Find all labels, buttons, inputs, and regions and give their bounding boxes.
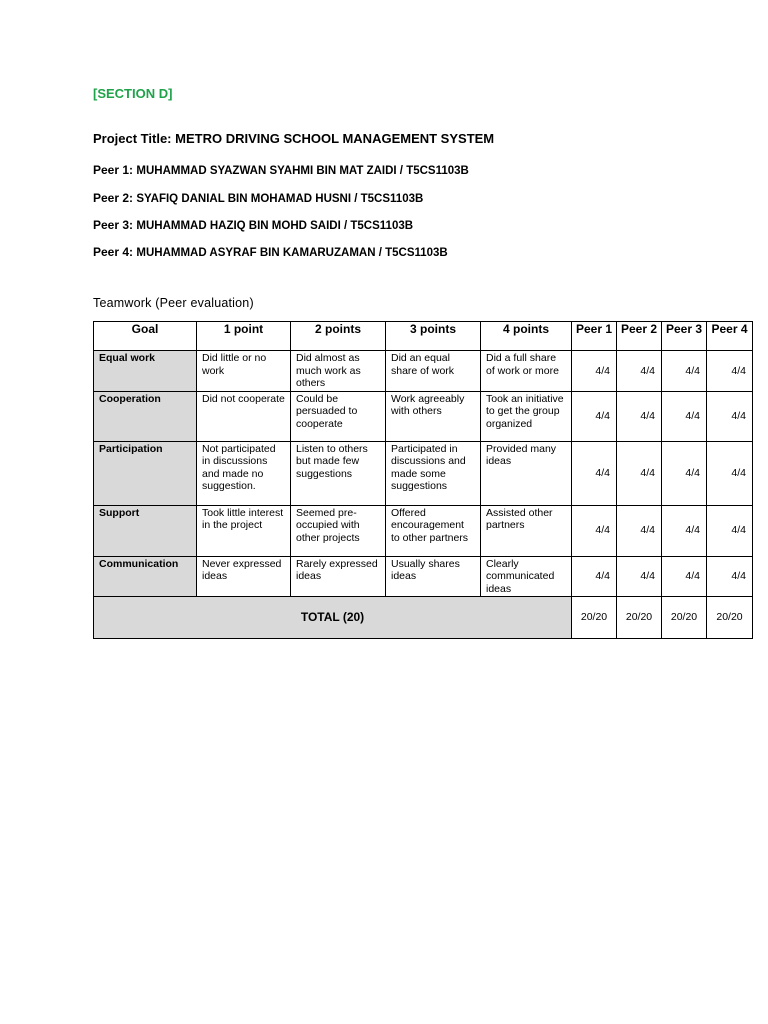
total-score-cell: 20/20 bbox=[572, 597, 617, 639]
section-label: [SECTION D] bbox=[93, 86, 173, 101]
project-title-label: Project Title: bbox=[93, 131, 172, 146]
peer-4-value: MUHAMMAD ASYRAF BIN KAMARUZAMAN / T5CS1103B bbox=[136, 247, 448, 259]
score-cell: 4/4 bbox=[662, 505, 707, 556]
goal-cell: Equal work bbox=[94, 351, 197, 392]
score-cell: 4/4 bbox=[572, 556, 617, 597]
header-3-points: 3 points bbox=[386, 322, 481, 351]
criteria-cell: Work agreeably with others bbox=[386, 391, 481, 441]
goal-cell: Communication bbox=[94, 556, 197, 597]
criteria-cell: Assisted other partners bbox=[481, 505, 572, 556]
table-row bbox=[94, 351, 753, 392]
peer-2-value: SYAFIQ DANIAL BIN MOHAMAD HUSNI / T5CS1103B bbox=[136, 193, 424, 205]
criteria-cell: Did a full share of work or more bbox=[481, 351, 572, 392]
table-header-row bbox=[94, 322, 753, 351]
total-score-cell: 20/20 bbox=[617, 597, 662, 639]
criteria-cell: Did an equal share of work bbox=[386, 351, 481, 392]
peer-1-label: Peer 1: bbox=[93, 163, 134, 177]
goal-cell: Cooperation bbox=[94, 391, 197, 441]
table-row bbox=[94, 556, 753, 597]
criteria-cell: Could be persuaded to cooperate bbox=[291, 391, 386, 441]
total-score-cell: 20/20 bbox=[707, 597, 753, 639]
score-cell: 4/4 bbox=[707, 556, 753, 597]
score-cell: 4/4 bbox=[617, 441, 662, 505]
criteria-cell: Seemed pre-occupied with other projects bbox=[291, 505, 386, 556]
project-title-value: METRO DRIVING SCHOOL MANAGEMENT SYSTEM bbox=[175, 131, 495, 146]
table-row bbox=[94, 505, 753, 556]
teamwork-caption: Teamwork (Peer evaluation) bbox=[93, 296, 254, 310]
peer-3-label: Peer 3: bbox=[93, 218, 134, 232]
score-cell: 4/4 bbox=[662, 351, 707, 392]
criteria-cell: Listen to others but made few suggestions bbox=[291, 441, 386, 505]
peer-4-line bbox=[93, 245, 448, 259]
peer-3-line bbox=[93, 218, 413, 232]
criteria-cell: Rarely expressed ideas bbox=[291, 556, 386, 597]
total-label: TOTAL (20) bbox=[94, 597, 572, 639]
header-peer-3: Peer 3 bbox=[662, 322, 707, 351]
score-cell: 4/4 bbox=[707, 391, 753, 441]
score-cell: 4/4 bbox=[707, 505, 753, 556]
score-cell: 4/4 bbox=[662, 556, 707, 597]
peer-3-value: MUHAMMAD HAZIQ BIN MOHD SAIDI / T5CS1103B bbox=[136, 220, 414, 232]
header-1-point: 1 point bbox=[197, 322, 291, 351]
header-2-points: 2 points bbox=[291, 322, 386, 351]
goal-cell: Support bbox=[94, 505, 197, 556]
criteria-cell: Not participated in discussions and made no suggestion. bbox=[197, 441, 291, 505]
header-peer-1: Peer 1 bbox=[572, 322, 617, 351]
score-cell: 4/4 bbox=[707, 351, 753, 392]
total-score-cell: 20/20 bbox=[662, 597, 707, 639]
score-cell: 4/4 bbox=[662, 441, 707, 505]
score-cell: 4/4 bbox=[662, 391, 707, 441]
score-cell: 4/4 bbox=[617, 351, 662, 392]
goal-cell: Participation bbox=[94, 441, 197, 505]
header-peer-4: Peer 4 bbox=[707, 322, 753, 351]
score-cell: 4/4 bbox=[572, 351, 617, 392]
criteria-cell: Clearly communicated ideas bbox=[481, 556, 572, 597]
score-cell: 4/4 bbox=[617, 556, 662, 597]
score-cell: 4/4 bbox=[572, 441, 617, 505]
criteria-cell: Took little interest in the project bbox=[197, 505, 291, 556]
table-row bbox=[94, 391, 753, 441]
peer-2-label: Peer 2: bbox=[93, 191, 134, 205]
peer-4-label: Peer 4: bbox=[93, 245, 134, 259]
peer-evaluation-table bbox=[93, 321, 753, 639]
header-4-points: 4 points bbox=[481, 322, 572, 351]
criteria-cell: Did almost as much work as others bbox=[291, 351, 386, 392]
score-cell: 4/4 bbox=[572, 505, 617, 556]
score-cell: 4/4 bbox=[707, 441, 753, 505]
score-cell: 4/4 bbox=[617, 505, 662, 556]
peer-2-line bbox=[93, 191, 423, 205]
criteria-cell: Did little or no work bbox=[197, 351, 291, 392]
table-row bbox=[94, 441, 753, 505]
peer-1-value: MUHAMMAD SYAZWAN SYAHMI BIN MAT ZAIDI / T5CS1103B bbox=[136, 165, 469, 177]
criteria-cell: Offered encouragement to other partners bbox=[386, 505, 481, 556]
header-goal: Goal bbox=[94, 322, 197, 351]
header-peer-2: Peer 2 bbox=[617, 322, 662, 351]
criteria-cell: Usually shares ideas bbox=[386, 556, 481, 597]
score-cell: 4/4 bbox=[617, 391, 662, 441]
criteria-cell: Did not cooperate bbox=[197, 391, 291, 441]
score-cell: 4/4 bbox=[572, 391, 617, 441]
criteria-cell: Provided many ideas bbox=[481, 441, 572, 505]
criteria-cell: Participated in discussions and made some suggestions bbox=[386, 441, 481, 505]
peer-1-line bbox=[93, 163, 469, 177]
criteria-cell: Took an initiative to get the group organized bbox=[481, 391, 572, 441]
table-total-row bbox=[94, 597, 753, 639]
criteria-cell: Never expressed ideas bbox=[197, 556, 291, 597]
project-title bbox=[93, 131, 494, 146]
